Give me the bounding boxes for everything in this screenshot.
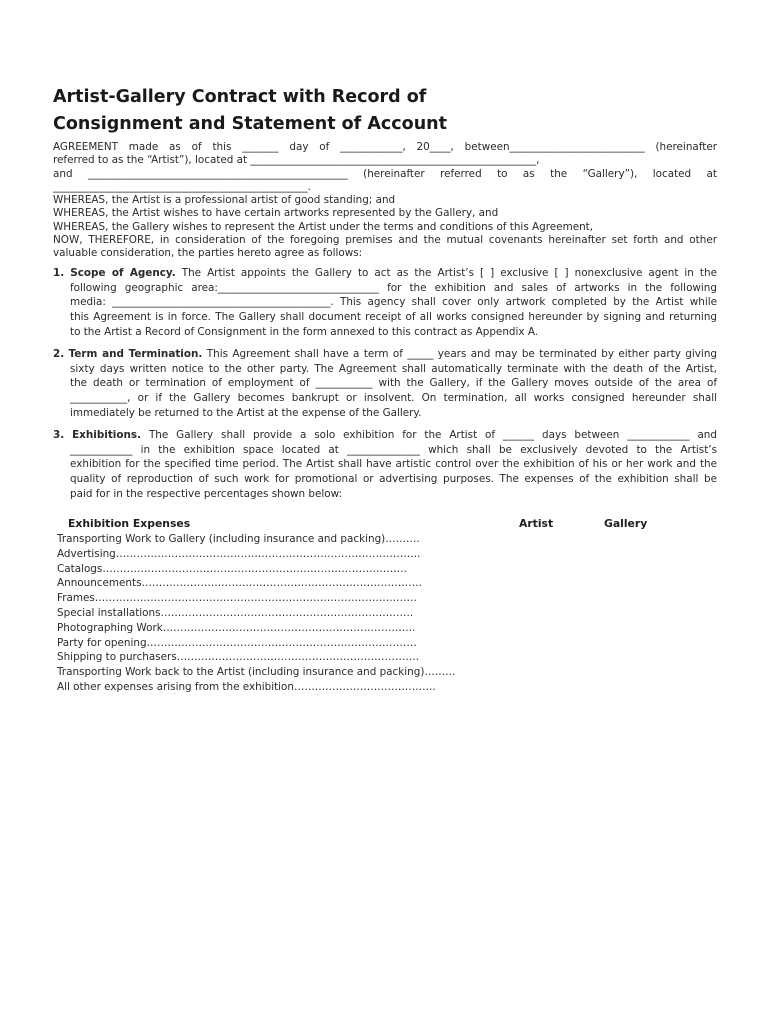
section-line: quality of reproduction of such work for promotional or advertising purposes. The expenses of the exhibition shall be bbox=[70, 473, 717, 486]
section-line: sixty days written notice to the other party. The Agreement shall automatically terminate with the death of the Artist, bbox=[70, 362, 717, 375]
section-line: the death or termination of employment of ___________ with the Gallery, if the Gallery moves outside of the area of bbox=[70, 377, 717, 390]
preamble-line: _________________________________________________. bbox=[53, 180, 311, 193]
expense-item: Party for opening…………………………………………………………………… bbox=[57, 636, 417, 649]
section-line bbox=[53, 347, 717, 362]
whereas-clause: WHEREAS, the Artist is a professional artist of good standing; and bbox=[53, 194, 396, 207]
whereas-clause: WHEREAS, the Artist wishes to have certain artworks represented by the Gallery, and bbox=[53, 207, 499, 220]
expenses-heading: Exhibition Expenses bbox=[68, 517, 191, 530]
expenses-list bbox=[57, 532, 497, 695]
expense-item: Special installations………………………………………………………………. bbox=[57, 606, 414, 619]
therefore-clause: valuable consideration, the parties hereto agree as follows: bbox=[53, 247, 363, 260]
section-number: 2. bbox=[53, 348, 65, 360]
section-line: paid for in the respective percentages shown below: bbox=[70, 487, 343, 500]
section-line: media: __________________________________________. This agency shall cover only artwork completed by the Artist while bbox=[70, 296, 717, 309]
section-text: The Gallery shall provide a solo exhibition for the Artist of ______ days between ____________ and bbox=[148, 429, 717, 441]
document-title bbox=[53, 84, 713, 137]
section-number: 1. bbox=[53, 267, 65, 279]
section-line bbox=[53, 266, 717, 281]
section-heading: Exhibitions. bbox=[72, 429, 142, 441]
section-line: following geographic area:_______________________________ for the exhibition and sales of artworks in the following bbox=[70, 281, 717, 294]
preamble-line: referred to as the “Artist”), located at _______________________________________________________, bbox=[53, 154, 540, 167]
expense-item: All other expenses arising from the exhibition………………………………….. bbox=[57, 680, 436, 693]
expense-item: Advertising……………………………………………………………………………. bbox=[57, 547, 421, 560]
preamble-line: and __________________________________________________ (hereinafter referred to as the “Gallery”), located at bbox=[53, 167, 717, 180]
section-line: ___________, or if the Gallery becomes bankrupt or insolvent. On termination, all works consigned hereunder shall bbox=[70, 392, 717, 405]
preamble bbox=[53, 141, 717, 261]
therefore-clause: NOW, THEREFORE, in consideration of the foregoing premises and the mutual covenants hereinafter set forth and other bbox=[53, 234, 717, 247]
section-line: exhibition for the specified time period. The Artist shall have artistic control over the exhibition of his or her work and the bbox=[70, 458, 717, 471]
expense-item: Shipping to purchasers……………………………………………………………. bbox=[57, 651, 420, 664]
expense-item: Frames………………………………………………………………………………… bbox=[57, 592, 417, 605]
expense-item: Announcements……………………………………………………………………… bbox=[57, 577, 423, 590]
expense-item: Photographing Work………………………………………………………………. bbox=[57, 621, 416, 634]
whereas-clause: WHEREAS, the Gallery wishes to represent the Artist under the terms and conditions of this Agreement, bbox=[53, 220, 594, 233]
section-scope-of-agency bbox=[53, 266, 717, 340]
section-line bbox=[53, 428, 717, 443]
artist-column-heading: Artist bbox=[519, 517, 554, 530]
section-heading: Scope of Agency. bbox=[70, 267, 176, 279]
title-line-2: Consignment and Statement of Account bbox=[53, 113, 447, 134]
section-text: The Artist appoints the Gallery to act as the Artist’s [ ] exclusive [ ] nonexclusive agent in the bbox=[181, 267, 717, 279]
section-line: this Agreement is in force. The Gallery shall document receipt of all works consigned hereunder by signing and returning bbox=[70, 311, 717, 324]
expense-item: Transporting Work to Gallery (including insurance and packing)………. bbox=[57, 533, 420, 545]
section-exhibitions bbox=[53, 428, 717, 502]
expense-item: Transporting Work back to the Artist (including insurance and packing)……… bbox=[57, 666, 456, 679]
title-line-1: Artist-Gallery Contract with Record of bbox=[53, 87, 427, 107]
section-line: to the Artist a Record of Consignment in the form annexed to this contract as Appendix A. bbox=[70, 325, 539, 338]
expense-item: Catalogs……………………………………………………………………………. bbox=[57, 562, 407, 575]
section-line: immediately be returned to the Artist at the expense of the Gallery. bbox=[70, 406, 422, 419]
section-term-and-termination bbox=[53, 347, 717, 421]
preamble-line: AGREEMENT made as of this _______ day of ____________, 20____, between__________________________ (hereinafter bbox=[53, 141, 717, 153]
gallery-column-heading: Gallery bbox=[604, 517, 648, 530]
section-heading: Term and Termination. bbox=[68, 348, 203, 360]
section-text: This Agreement shall have a term of _____ years and may be terminated by either party giving bbox=[206, 348, 718, 360]
section-number: 3. bbox=[53, 429, 65, 441]
section-line: ____________ in the exhibition space located at ______________ which shall be exclusively devoted to the Artist’s bbox=[70, 443, 717, 456]
